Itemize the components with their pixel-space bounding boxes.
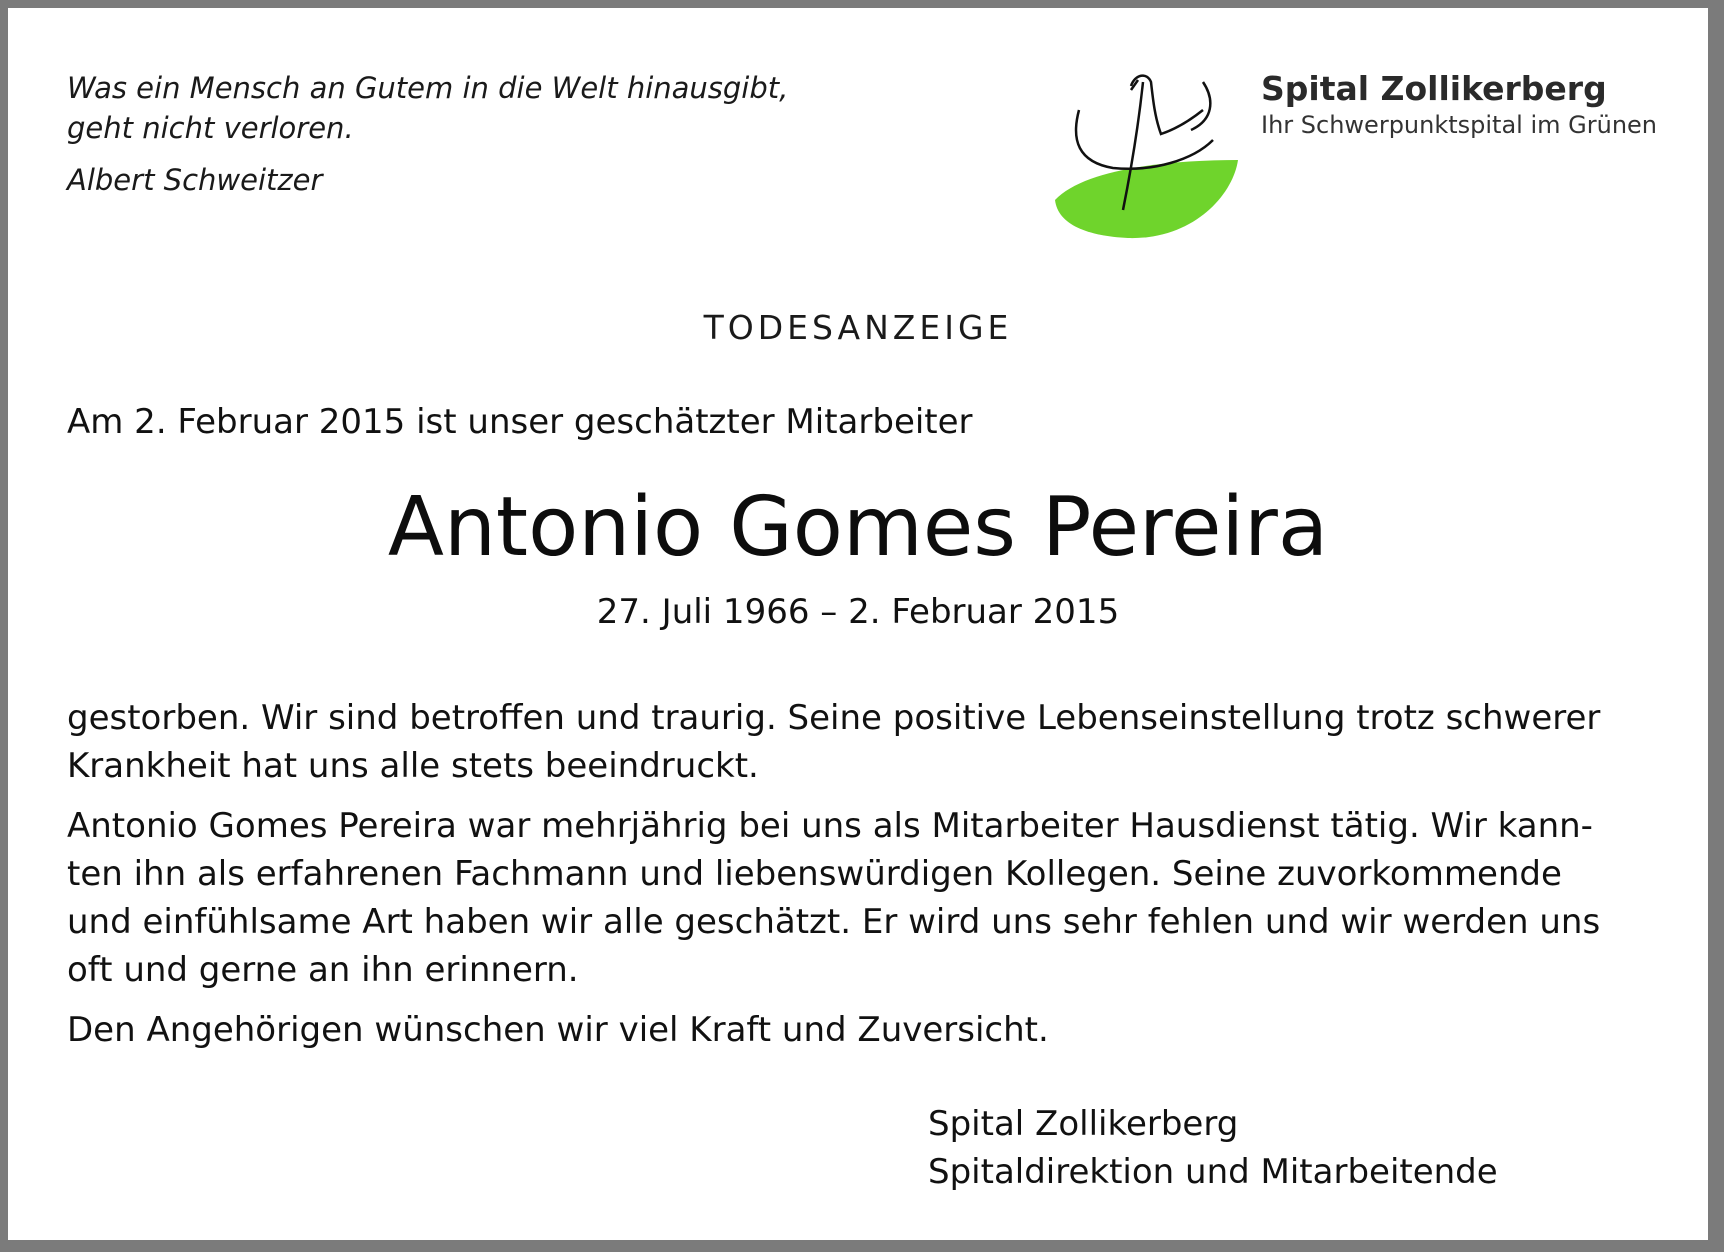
life-dates: 27. Juli 1966 – 2. Februar 2015	[596, 592, 1120, 632]
quote-line-1: Was ein Mensch an Gutem in die Welt hinausgibt,	[67, 71, 789, 105]
obituary-notice	[8, 8, 1708, 1240]
quote-block	[67, 68, 967, 200]
body-line: Krankheit hat uns alle stets beeindruckt.	[67, 746, 759, 786]
body-text	[67, 694, 1667, 1054]
notice-heading: TODESANZEIGE	[703, 308, 1013, 347]
body-line: gestorben. Wir sind betroffen und traurig. Seine positive Lebenseinstellung trotz schwerer	[67, 698, 1601, 738]
signature-line-1: Spital Zollikerberg	[928, 1104, 1239, 1144]
logo-text	[1261, 68, 1657, 140]
logo-name: Spital Zollikerberg	[1261, 69, 1607, 108]
quote-line-2: geht nicht verloren.	[67, 111, 354, 145]
body-line: und einfühlsame Art haben wir alle geschätzt. Er wird uns sehr fehlen und wir werden uns	[67, 902, 1601, 942]
body-line: ten ihn als erfahrenen Fachmann und liebenswürdigen Kollegen. Seine zuvorkommende	[67, 854, 1562, 894]
logo-tagline: Ihr Schwerpunktspital im Grünen	[1261, 111, 1658, 139]
signature-line-2: Spitaldirektion und Mitarbeitende	[928, 1152, 1498, 1192]
quote-author: Albert Schweitzer	[67, 163, 323, 197]
body-line: oft und gerne an ihn erinnern.	[67, 950, 579, 990]
body-line: Antonio Gomes Pereira war mehrjährig bei uns als Mitarbeiter Hausdienst tätig. Wir kann-	[67, 806, 1593, 846]
hospital-logo-icon	[1043, 60, 1258, 250]
signature-block	[928, 1100, 1498, 1196]
intro-sentence: Am 2. Februar 2015 ist unser geschätzter Mitarbeiter	[67, 402, 973, 442]
deceased-name: Antonio Gomes Pereira	[387, 480, 1329, 575]
body-line: Den Angehörigen wünschen wir viel Kraft und Zuversicht.	[67, 1010, 1049, 1050]
